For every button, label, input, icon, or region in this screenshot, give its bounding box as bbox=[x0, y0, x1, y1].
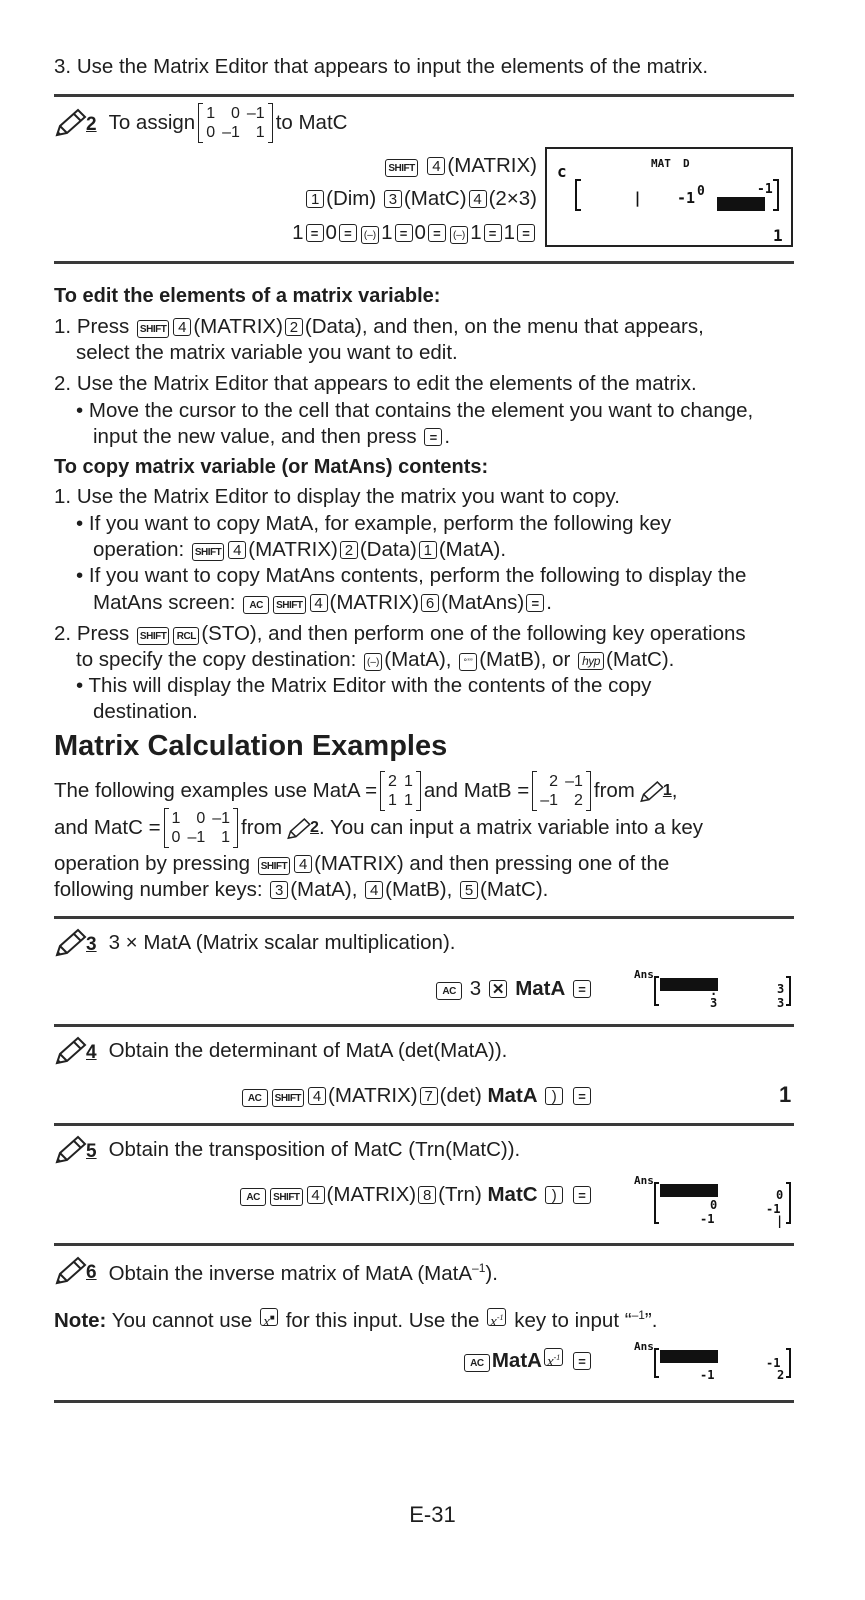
ex5-keyline: AC SHIFT 4 (MATRIX) 8 (Trn) MatC ) = bbox=[238, 1182, 593, 1208]
key-4[interactable]: 4 bbox=[308, 1087, 326, 1105]
lead-text: To assign bbox=[108, 111, 196, 134]
ac-key[interactable]: AC bbox=[436, 982, 462, 1000]
example-6-header: 6 Obtain the inverse matrix of MatA (MatA$^{-1}$). bbox=[54, 1255, 498, 1287]
equals-key[interactable]: = bbox=[306, 224, 324, 242]
x-inverse-key[interactable]: $x^{-1}$ bbox=[487, 1308, 506, 1326]
x-power-key[interactable]: x■ bbox=[260, 1308, 278, 1326]
pencil-icon: 5 bbox=[54, 1135, 97, 1165]
step-3 bbox=[54, 54, 708, 80]
divider bbox=[54, 1024, 794, 1027]
key-1[interactable]: 1 bbox=[306, 190, 324, 208]
example-2-header bbox=[54, 103, 347, 143]
divider bbox=[54, 261, 794, 264]
equals-key[interactable]: = bbox=[573, 1087, 591, 1105]
ex4-keyline: AC SHIFT 4 (MATRIX) 7 (det) MatA ) = bbox=[240, 1083, 593, 1109]
matrix-mata: 2 1 1 1 bbox=[380, 771, 421, 811]
intro-line-4: following number keys: 3 (MatA), 4 (MatB), 5 (MatC). bbox=[54, 878, 549, 901]
shift-key[interactable]: SHIFT bbox=[192, 543, 224, 561]
lcd-c: c bbox=[557, 162, 567, 181]
bullet-cont: MatAns screen: AC SHIFT 4 (MATRIX) 6 (MatAns) = . bbox=[93, 591, 552, 614]
ac-key[interactable]: AC bbox=[243, 596, 269, 614]
intro-line-1: The following examples use MatA = 2 1 1 1 and MatB = 2 –1 –1 2 from 1 , bbox=[54, 773, 678, 809]
step-number: 3. bbox=[54, 55, 72, 78]
lcd-result-ex6: Ans -1 -1 2 bbox=[634, 1334, 799, 1384]
ac-key[interactable]: AC bbox=[242, 1089, 268, 1107]
equals-key[interactable]: = bbox=[428, 224, 446, 242]
pencil-icon bbox=[54, 108, 97, 138]
key-4[interactable]: 4 bbox=[427, 157, 445, 175]
edit-step-1: 1. Press SHIFT 4 (MATRIX) 2 (Data), and then, on the menu that appears, bbox=[54, 315, 704, 338]
divider bbox=[54, 916, 794, 919]
label: (MATRIX) bbox=[447, 154, 537, 177]
divider bbox=[54, 1243, 794, 1246]
key-2[interactable]: 2 bbox=[285, 318, 303, 336]
label: (Dim) bbox=[326, 187, 377, 210]
divider bbox=[54, 1400, 794, 1403]
key-3[interactable]: 3 bbox=[384, 190, 402, 208]
equals-key[interactable]: = bbox=[339, 224, 357, 242]
section-title: Matrix Calculation Examples bbox=[54, 730, 448, 762]
shift-key[interactable]: SHIFT bbox=[273, 596, 305, 614]
intro-line-3: operation by pressing SHIFT 4 (MATRIX) and then pressing one of the bbox=[54, 852, 670, 875]
ex6-keyline: AC MatA $x^{-1}$ = bbox=[462, 1348, 593, 1374]
lcd-result-ex5: Ans 0 -1 0 -1 | bbox=[634, 1168, 799, 1228]
pencil-icon: 6 bbox=[54, 1256, 97, 1286]
matrix-matb: 2 –1 –1 2 bbox=[532, 771, 591, 811]
bullet-cont: destination. bbox=[93, 700, 198, 723]
page-number: E-31 bbox=[409, 1502, 456, 1527]
lcd-display bbox=[545, 147, 793, 247]
lcd-bracket bbox=[575, 179, 581, 211]
intro-line-2: and MatC = 1 0 –1 0 –1 1 from 2 . You can input a matrix variable into a key bbox=[54, 810, 703, 846]
shift-key[interactable]: SHIFT bbox=[270, 1188, 302, 1206]
key-6[interactable]: 6 bbox=[421, 594, 439, 612]
example-3-header: 3 3 × MatA (Matrix scalar multiplication). bbox=[54, 928, 455, 958]
equals-key[interactable]: = bbox=[424, 428, 442, 446]
lcd-mark: | bbox=[633, 189, 643, 207]
label: (2×3) bbox=[488, 187, 537, 210]
equals-key[interactable]: = bbox=[484, 224, 502, 242]
bullet-cont: input the new value, and then press = . bbox=[93, 425, 451, 448]
key-1[interactable]: 1 bbox=[419, 541, 437, 559]
bullet: • If you want to copy MatAns contents, perform the following to display the bbox=[76, 564, 747, 587]
label: (MatC) bbox=[403, 187, 467, 210]
key-4[interactable]: 4 bbox=[307, 1186, 325, 1204]
lcd-value: -1 bbox=[677, 189, 696, 207]
key-4[interactable]: 4 bbox=[173, 318, 191, 336]
section-heading: To copy matrix variable (or MatAns) contents: bbox=[54, 456, 489, 478]
bullet: • Move the cursor to the cell that contains the element you want to change, bbox=[76, 399, 754, 422]
negative-key[interactable]: (–) bbox=[364, 653, 382, 671]
pencil-icon: 3 bbox=[54, 928, 97, 958]
lcd-mat-indicator: MAT bbox=[651, 157, 671, 170]
close-paren-key[interactable]: ) bbox=[545, 1186, 563, 1204]
matrix-matc: 1 0 –1 0 –1 1 bbox=[198, 103, 273, 143]
lcd-value: 0 bbox=[697, 184, 705, 199]
equals-key[interactable]: = bbox=[573, 1352, 591, 1370]
bullet: • If you want to copy MatA, for example, perform the following key bbox=[76, 512, 672, 535]
key-4[interactable]: 4 bbox=[469, 190, 487, 208]
key-4[interactable]: 4 bbox=[365, 881, 383, 899]
key-2[interactable]: 2 bbox=[340, 541, 358, 559]
ac-key[interactable]: AC bbox=[240, 1188, 266, 1206]
step-text: Use the Matrix Editor that appears to input the elements of the matrix. bbox=[76, 55, 709, 78]
key-4[interactable]: 4 bbox=[310, 594, 328, 612]
lcd-result-ex3: Ans : 3 3 3 bbox=[634, 962, 799, 1012]
negative-key[interactable]: (–) bbox=[361, 226, 379, 244]
pencil-icon: 1 bbox=[639, 778, 672, 804]
equals-key[interactable]: = bbox=[573, 980, 591, 998]
pencil-icon: 2 bbox=[286, 815, 319, 841]
edit-step-2: 2. Use the Matrix Editor that appears to edit the elements of the matrix. bbox=[54, 372, 697, 395]
lcd-bracket bbox=[773, 179, 779, 211]
pencil-icon: 4 bbox=[54, 1036, 97, 1066]
ex2-keyline-1 bbox=[383, 153, 537, 179]
section-heading: To edit the elements of a matrix variable: bbox=[54, 285, 441, 307]
shift-key[interactable]: SHIFT bbox=[385, 159, 417, 177]
ex3-keyline: AC 3 ✕ MatA = bbox=[434, 976, 593, 1002]
shift-key[interactable]: SHIFT bbox=[137, 320, 169, 338]
trail-text: to MatC bbox=[275, 111, 348, 134]
divider bbox=[54, 1123, 794, 1126]
x-inverse-key[interactable]: $x^{-1}$ bbox=[544, 1348, 563, 1366]
shift-key[interactable]: SHIFT bbox=[258, 857, 290, 875]
key-4[interactable]: 4 bbox=[294, 855, 312, 873]
equals-key[interactable]: = bbox=[517, 224, 535, 242]
bullet-cont: operation: SHIFT 4 (MATRIX) 2 (Data) 1 (MatA). bbox=[93, 538, 507, 561]
lcd-d-indicator: D bbox=[683, 157, 690, 170]
note-line: Note: You cannot use x■ for this input. Use the $x^{-1}$ key to input “$^{-1}$”. bbox=[54, 1308, 658, 1332]
result-value: 1 bbox=[779, 1082, 792, 1107]
equals-key[interactable]: = bbox=[526, 594, 544, 612]
ac-key[interactable]: AC bbox=[464, 1354, 490, 1372]
copy-step-2: 2. Press SHIFT RCL (STO), and then perform one of the following key operations bbox=[54, 622, 746, 645]
equals-key[interactable]: = bbox=[573, 1186, 591, 1204]
shift-key[interactable]: SHIFT bbox=[137, 627, 169, 645]
lcd-value: -1 bbox=[757, 182, 773, 197]
copy-step-1: 1. Use the Matrix Editor to display the matrix you want to copy. bbox=[54, 485, 620, 508]
multiply-key[interactable]: ✕ bbox=[489, 980, 508, 998]
equals-key[interactable]: = bbox=[395, 224, 413, 242]
divider bbox=[54, 94, 794, 97]
example-4-header: 4 Obtain the determinant of MatA (det(MatA)). bbox=[54, 1036, 507, 1066]
negative-key[interactable]: (–) bbox=[450, 226, 468, 244]
key-3[interactable]: 3 bbox=[270, 881, 288, 899]
lcd-value: 1 bbox=[773, 226, 783, 245]
shift-key[interactable]: SHIFT bbox=[272, 1089, 304, 1107]
close-paren-key[interactable]: ) bbox=[545, 1087, 563, 1105]
hyp-key[interactable]: hyp bbox=[578, 652, 604, 670]
ex2-keyline-3: 1 = 0 = (–) 1 = 0 = (–) 1 = 1 = bbox=[292, 220, 537, 246]
matrix-matc: 1 0 –1 0 –1 1 bbox=[164, 808, 239, 848]
key-8[interactable]: 8 bbox=[418, 1186, 436, 1204]
example-5-header: 5 Obtain the transposition of MatC (Trn(MatC)). bbox=[54, 1135, 520, 1165]
key-7[interactable]: 7 bbox=[420, 1087, 438, 1105]
key-5[interactable]: 5 bbox=[460, 881, 478, 899]
text-line: select the matrix variable you want to edit. bbox=[76, 341, 458, 364]
degree-key[interactable]: °’’’ bbox=[459, 653, 477, 671]
rcl-key[interactable]: RCL bbox=[173, 627, 199, 645]
text-line: to specify the copy destination: (–) (MatA), °’’’ (MatB), or hyp (MatC). bbox=[76, 648, 675, 671]
key-4[interactable]: 4 bbox=[228, 541, 246, 559]
example-number: 2 bbox=[86, 114, 97, 135]
ex2-keyline-2 bbox=[304, 186, 537, 212]
bullet: • This will display the Matrix Editor with the contents of the copy bbox=[76, 674, 652, 697]
